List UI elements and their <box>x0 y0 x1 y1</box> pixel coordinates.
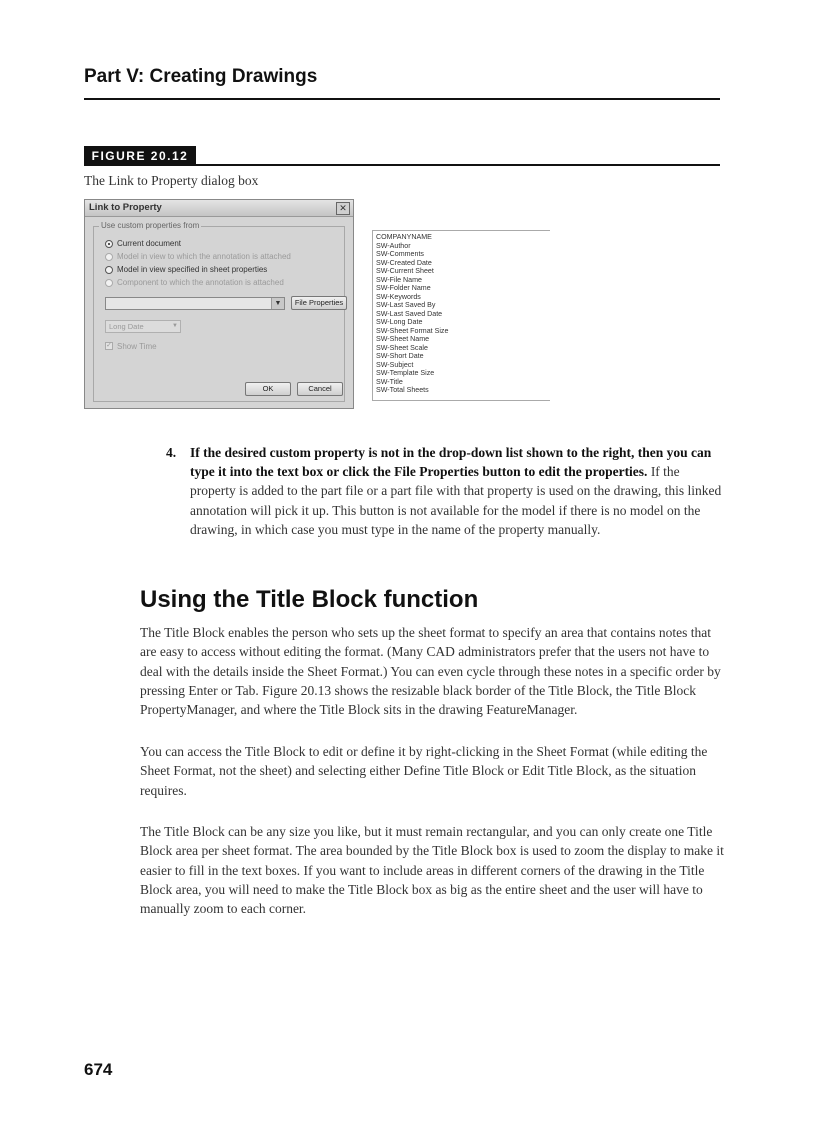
list-item[interactable]: SW-Created Date <box>376 258 432 267</box>
property-dropdown-list <box>372 230 550 401</box>
list-item[interactable]: SW-Current Sheet <box>376 267 434 275</box>
option-model-in-sheet-properties: Model in view specified in sheet properties <box>117 265 268 274</box>
step-text <box>190 443 726 539</box>
list-item[interactable]: SW-Total Sheets <box>376 386 429 394</box>
step-lead: If the desired custom property is not in the drop-down list shown to the right, then you can type it into the text box or click the File Properties button to edit the properties. <box>190 445 712 480</box>
link-to-property-dialog <box>84 199 354 409</box>
group-label: Use custom properties from <box>101 221 200 230</box>
list-item[interactable]: SW-Folder Name <box>376 284 431 292</box>
chevron-down-icon[interactable]: ▼ <box>271 298 284 309</box>
list-item[interactable]: SW-Sheet Format Size <box>376 326 449 335</box>
option-component-attached: Component to which the annotation is attached <box>117 278 284 287</box>
step-body: If the property is added to the part file or a part file with that property is used on the drawing, this linked annotation will pick it up. This button is not available for the model if there is no model on the drawing, in which case you must type in the name of the property manually. <box>190 464 722 537</box>
cancel-button[interactable]: Cancel <box>297 382 343 396</box>
chevron-down-icon[interactable]: ▼ <box>172 323 178 329</box>
running-head: Part V: Creating Drawings <box>84 66 318 87</box>
header-rule <box>84 98 720 100</box>
list-item[interactable]: SW-Sheet Scale <box>376 343 428 352</box>
list-item[interactable]: SW-Template Size <box>376 369 435 377</box>
paragraph: You can access the Title Block to edit or define it by right-clicking in the Sheet Format (while editing the Sheet Format, not the sheet) and selecting either Define Title Block or Edit Title Block, as the situation requires. <box>140 744 708 798</box>
show-time-checkbox[interactable]: ✓ <box>106 342 112 349</box>
option-model-in-view-attached: Model in view to which the annotation is attached <box>117 252 291 261</box>
date-format-select[interactable] <box>105 320 181 333</box>
property-name-combo[interactable] <box>105 297 285 310</box>
dialog-title: Link to Property <box>89 202 162 213</box>
figure-caption: The Link to Property dialog box <box>84 173 259 188</box>
radio-model-in-view-attached[interactable] <box>105 253 113 261</box>
list-item[interactable]: SW-Keywords <box>376 292 421 301</box>
list-item[interactable]: SW-Last Saved By <box>376 301 436 309</box>
radio-current-document[interactable] <box>105 240 113 248</box>
list-item[interactable]: SW-Short Date <box>376 352 424 360</box>
list-item[interactable]: SW-Long Date <box>376 318 423 326</box>
step-4 <box>166 443 726 539</box>
list-item[interactable]: SW-Title <box>376 377 403 386</box>
list-item[interactable]: SW-Subject <box>376 360 414 369</box>
ok-button[interactable]: OK <box>245 382 291 396</box>
list-item[interactable]: SW-Comments <box>376 250 424 258</box>
step-number: 4. <box>166 445 177 460</box>
list-item[interactable]: COMPANYNAME <box>376 233 432 241</box>
figure-label: FIGURE 20.12 <box>84 146 196 166</box>
close-icon[interactable]: ✕ <box>336 202 350 215</box>
section-title: Using the Title Block function <box>140 586 479 613</box>
date-format-value: Long Date <box>109 322 144 331</box>
dialog-title-bar <box>85 200 353 217</box>
show-time-label: Show Time <box>117 342 157 351</box>
list-item[interactable]: SW-Sheet Name <box>376 335 430 343</box>
figure-rule <box>196 164 720 166</box>
paragraph: The Title Block can be any size you like, but it must remain rectangular, and you can only create one Title Block area per sheet format. The area bounded by the Title Block box is used to zoom the display to make it easier to fill in the text boxes. If you want to include areas in different corners of the drawing in the Title Block area, you will need to make the Title Block box as big as the entire sheet and the user will have to manually zoom to each corner. <box>140 824 724 917</box>
option-current-document: Current document <box>117 239 182 248</box>
radio-component-attached[interactable] <box>105 279 113 287</box>
list-item[interactable]: SW-Author <box>376 241 411 250</box>
page-number: 674 <box>84 1060 113 1079</box>
file-properties-button[interactable]: File Properties <box>291 296 347 310</box>
list-item[interactable]: SW-File Name <box>376 275 422 284</box>
paragraph: The Title Block enables the person who sets up the sheet format to specify an area that contains notes that are easy to access without editing the format. (Many CAD administrators prefer that the users not have to deal with the details inside the Sheet Format.) You can even cycle through these notes in a specific order by pressing Enter or Tab. Figure 20.13 shows the resizable black border of the Title Block, the Title Block PropertyManager, and where the Title Block sits in the drawing FeatureManager. <box>140 625 721 718</box>
list-item[interactable]: SW-Last Saved Date <box>376 309 443 318</box>
radio-model-in-sheet-properties[interactable] <box>105 266 113 274</box>
